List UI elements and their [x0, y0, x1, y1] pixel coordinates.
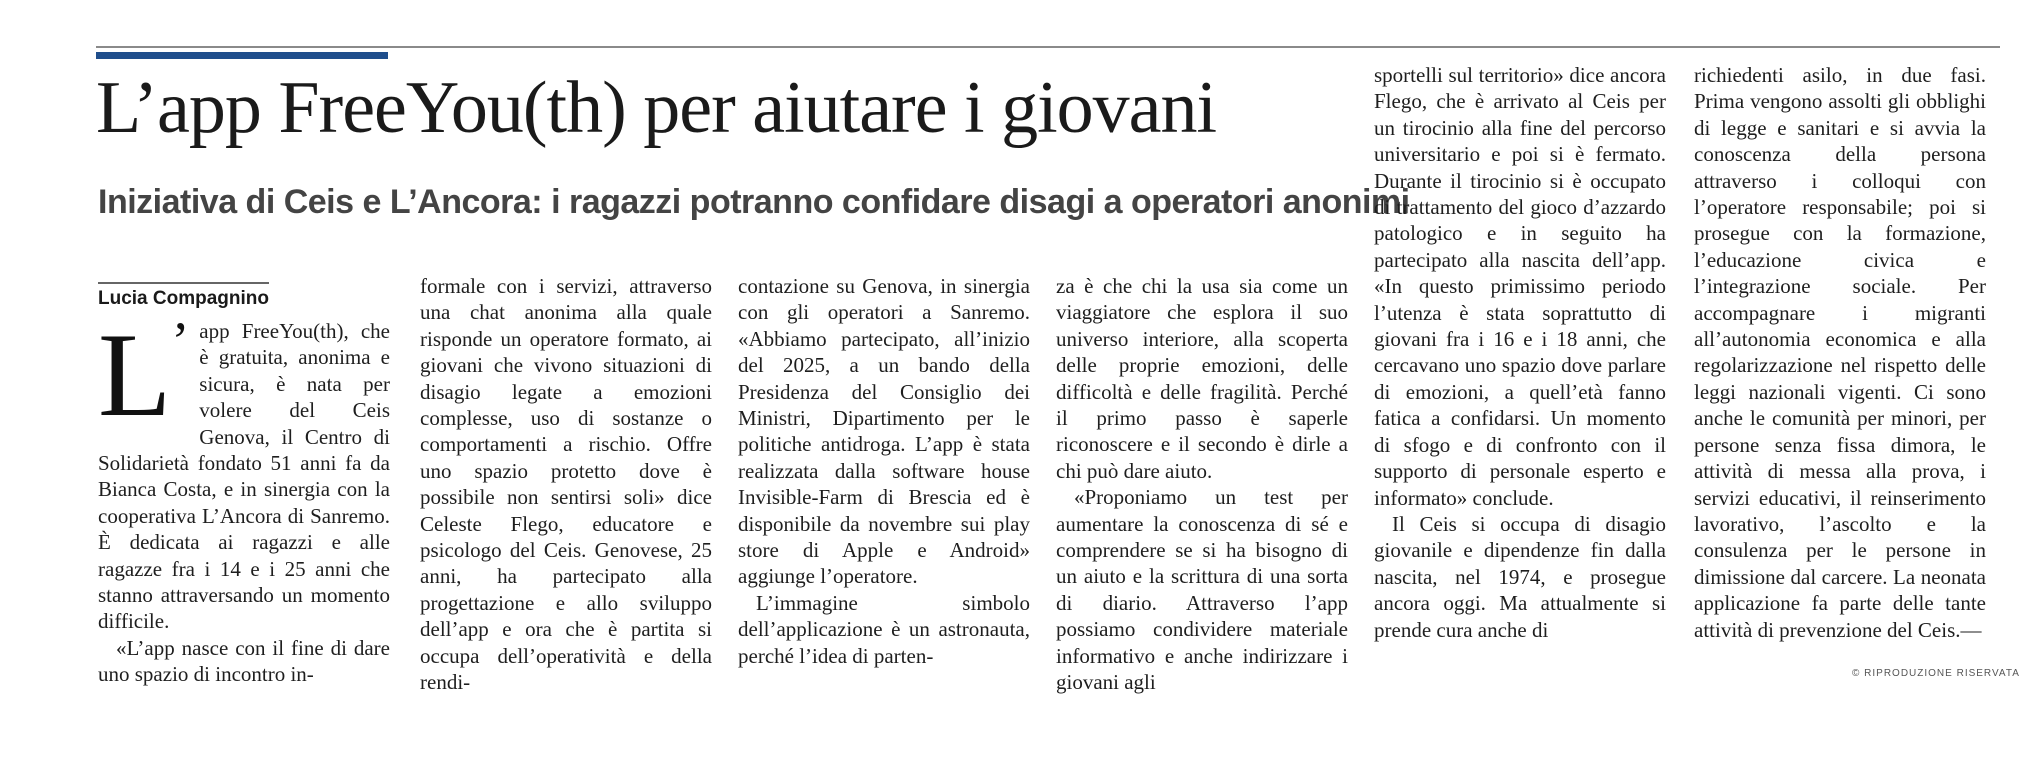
top-rule [96, 46, 2000, 48]
article-byline: Lucia Compagnino [98, 282, 269, 310]
paragraph: sportelli sul territorio» dice ancora Flego, che è arrivato al Ceis per un tirocinio alla fine del percorso universitario e poi si è fermato. Durante il tirocinio si è occupato di trattamento del gioco d’azzardo patologico e in seguito ha partecipato alla nascita dell’app. «In questo primissimo periodo l’utenza è stata soprattutto di giovani fra i 16 e i 18 anni, che cercavano uno spazio dove parlare di emozioni, a quell’età fanno fatica a confidarsi. Un momento di sfogo e di confronto con il supporto di personale esperto e informato» conclude. [1374, 63, 1666, 510]
article-column-2 [420, 273, 712, 696]
article-column-1 [98, 308, 390, 688]
paragraph: L’ app FreeYou(th), che è gratuita, anonima e sicura, è nata per volere del Ceis Genova, il Centro di Solidarietà fondato 51 anni fa da Bianca Costa, e in sinergia con la cooperativa L’Ancora di Sanremo. È dedicata ai ragazzi e alle ragazze fra i 14 e i 25 anni che stanno attraversando un momento difficile. [98, 308, 390, 634]
copyright-credit: © RIPRODUZIONE RISERVATA [1852, 668, 2020, 679]
article-column-6 [1694, 62, 1986, 643]
paragraph: richiedenti asilo, in due fasi. Prima vengono assolti gli obblighi di legge e sanitari e si avvia la conoscenza della persona attraverso i colloqui con l’operatore responsabile; poi si prosegue con la formazione, l’educazione civica e l’integrazione sociale. Per accompagnare i migranti all’autonomia economica e alla regolarizzazione nel rispetto delle leggi nazionali vigenti. Ci sono anche le comunità per minori, per persone senza fissa dimora, le attività di messa alla prova, i servizi educativi, il reinserimento lavorativo, l’ascolto e la consulenza per le persone in dimissione dal carcere. La neonata applicazione fa parte delle tante attività di prevenzione del Ceis.— [1694, 63, 1986, 642]
drop-cap: L’ [98, 308, 190, 441]
paragraph: «Proponiamo un test per aumentare la conoscenza di sé e comprendere se si ha bisogno di un aiuto e la scrittura di una sorta di diario. Attraverso l’app possiamo condividere materiale informativo e anche indirizzare i giovani agli [1056, 485, 1348, 695]
article-column-4 [1056, 273, 1348, 696]
paragraph: contazione su Genova, in sinergia con gli operatori a Sanremo. «Abbiamo partecipato, all’inizio del 2025, a un bando della Presidenza del Consiglio dei Ministri, Dipartimento per le politiche antidroga. L’app è stata realizzata dalla software house Invisible-Farm di Brescia ed è disponibile da novembre sui play store di Apple e Android» aggiunge l’operatore. [738, 274, 1030, 589]
paragraph: formale con i servizi, attraverso una chat anonima alla quale risponde un operatore formato, ai giovani che vivono situazioni di disagio legate a emozioni complesse, uso di sostanze o comportamenti a rischio. Offre uno spazio protetto dove è possibile non sentirsi soli» dice Celeste Flego, educatore e psicologo del Ceis. Genovese, 25 anni, ha partecipato alla progettazione e allo sviluppo dell’app e ora che è partita si occupa dell’operatività e della rendi- [420, 274, 712, 695]
article-column-5 [1374, 62, 1666, 643]
paragraph: Il Ceis si occupa di disagio giovanile e dipendenze fin dalla nascita, nel 1974, e prosegue ancora oggi. Ma attualmente si prende cura anche di [1374, 511, 1666, 642]
paragraph: za è che chi la usa sia come un viaggiatore che esplora il suo universo interiore, alla scoperta delle proprie emozioni, delle difficoltà e delle fragilità. Perché il primo passo è saperle riconoscere e il secondo è dirle a chi può dare aiuto. [1056, 274, 1348, 483]
article-subtitle: Iniziativa di Ceis e L’Ancora: i ragazzi potranno confidare disagi a operatori anonimi [98, 183, 1410, 221]
section-accent-bar [96, 52, 388, 59]
paragraph: L’immagine simbolo dell’applicazione è un astronauta, perché l’idea di parten- [738, 590, 1030, 668]
article-column-3 [738, 273, 1030, 669]
paragraph: «L’app nasce con il fine di dare uno spazio di incontro in- [98, 635, 390, 687]
article-headline: L’app FreeYou(th) per aiutare i giovani [96, 67, 1217, 149]
